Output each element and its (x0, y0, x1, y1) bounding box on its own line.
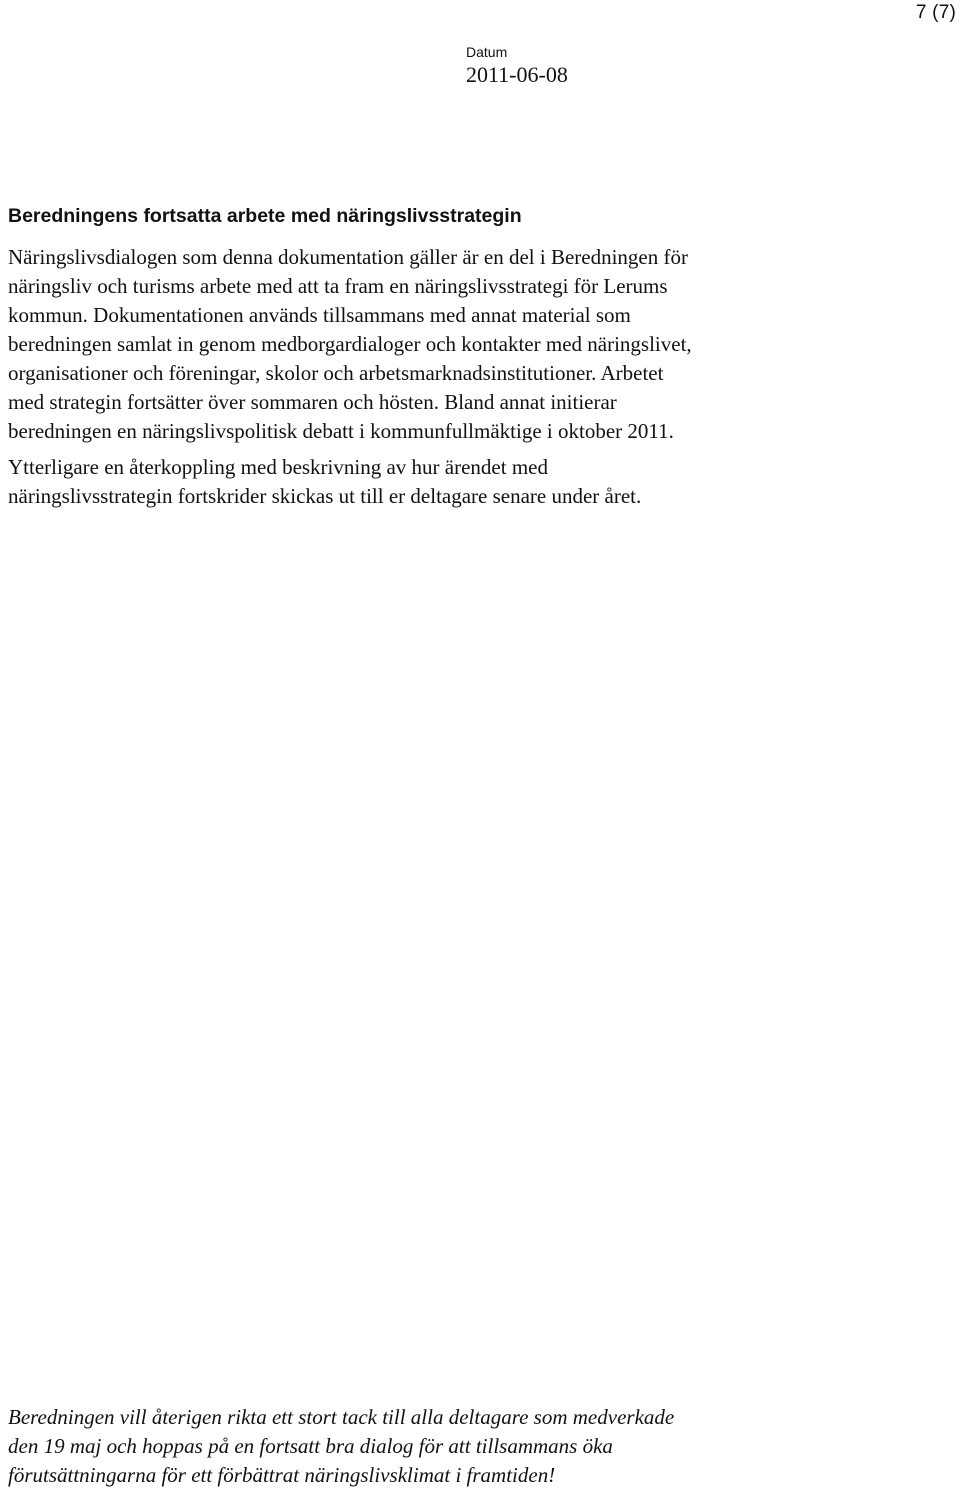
date-value: 2011-06-08 (466, 62, 568, 87)
paragraph-line: kommun. Dokumentationen används tillsammans med annat material som (8, 303, 631, 327)
paragraph-line: med strategin fortsätter över sommaren och hösten. Bland annat initierar (8, 390, 617, 414)
document-body (8, 203, 958, 518)
section-heading: Beredningens fortsatta arbete med näringslivsstrategin (8, 205, 522, 227)
body-paragraph-1 (8, 243, 958, 446)
page-number: 7 (7) (915, 2, 956, 23)
date-label: Datum (466, 44, 508, 60)
paragraph-line: Ytterligare en återkoppling med beskrivning av hur ärendet med (8, 455, 548, 479)
paragraph-line: näringslivsstrategin fortskrider skickas ut till er deltagare senare under året. (8, 484, 642, 508)
date-block (466, 44, 568, 89)
paragraph-line: beredningen samlat in genom medborgardialoger och kontakter med näringslivet, (8, 332, 692, 356)
paragraph-line: organisationer och föreningar, skolor och arbetsmarknadsinstitutioner. Arbetet (8, 361, 664, 385)
body-paragraph-2 (8, 453, 958, 511)
closing-note (8, 1403, 958, 1490)
paragraph-line: beredningen en näringslivspolitisk debatt i kommunfullmäktige i oktober 2011. (8, 419, 674, 443)
closing-line: den 19 maj och hoppas på en fortsatt bra dialog för att tillsammans öka (8, 1434, 613, 1458)
paragraph-line: Näringslivsdialogen som denna dokumentation gäller är en del i Beredningen för (8, 245, 688, 269)
paragraph-line: näringsliv och turisms arbete med att ta fram en näringslivsstrategi för Lerums (8, 274, 668, 298)
closing-line: förutsättningarna för ett förbättrat näringslivsklimat i framtiden! (8, 1463, 556, 1487)
closing-line: Beredningen vill återigen rikta ett stort tack till alla deltagare som medverkade (8, 1405, 675, 1429)
